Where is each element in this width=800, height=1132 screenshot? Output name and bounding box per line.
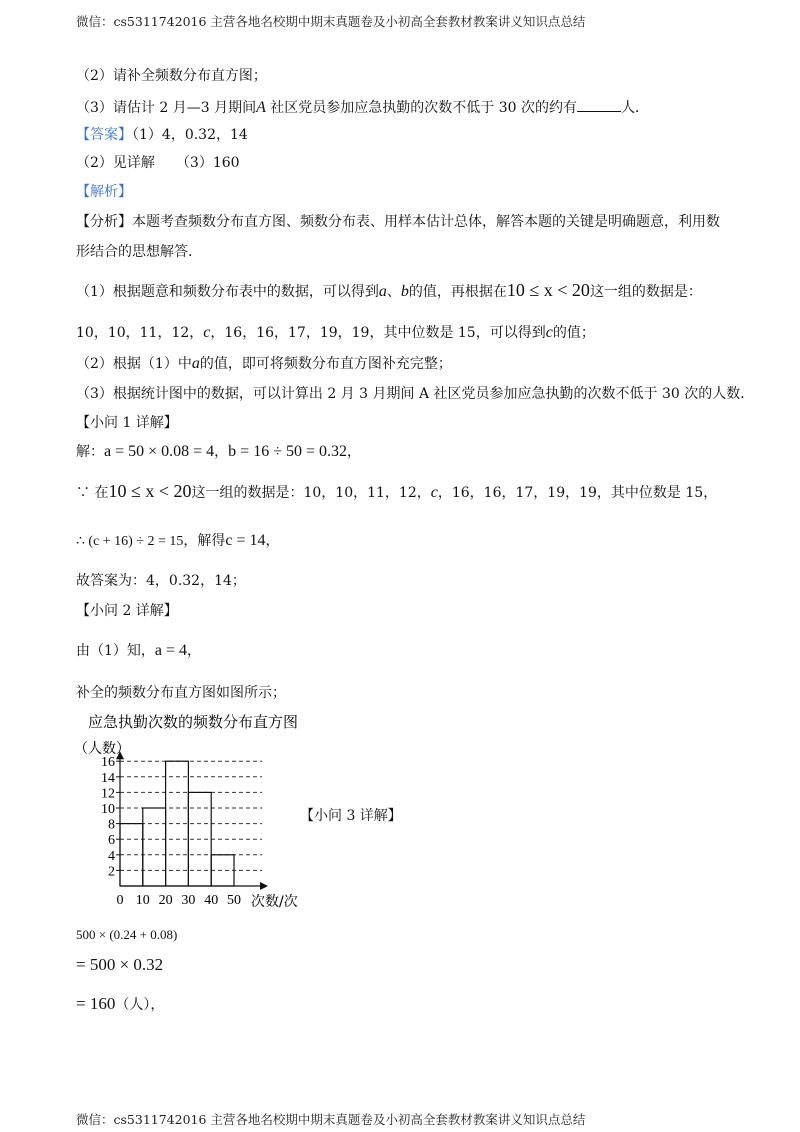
answer-line-1: 【答案】（1）4，0.32，14	[76, 127, 248, 143]
y-tick-label-16: 16	[101, 755, 115, 771]
sub2-line-2: 补全的频数分布直方图如图所示；	[76, 685, 286, 701]
answer-label: 【答案】	[76, 127, 132, 143]
sub1-title: 【小问 1 详解】	[76, 415, 178, 431]
page-header: 微信：cs5311742016 主营各地名校期中期末真题卷及小初高全套教材教案讲义知识点总结	[76, 14, 586, 29]
sub3-eq-1: 500 × (0.24 + 0.08)	[76, 927, 178, 942]
y-tick-label-6: 6	[108, 833, 115, 849]
y-tick-label-2: 2	[108, 864, 115, 880]
analysis-point-3: （3）根据统计图中的数据，可以计算出 2 月 3 月期间 A 社区党员参加应急执勤的次数不低于 30 次的人数．	[76, 386, 755, 402]
histogram-bar-10-20	[143, 808, 166, 886]
tick-labels	[101, 755, 241, 908]
analysis-point-1-line-2: 10，10，11，12，c，16，16，17，19，19，其中位数是 15，可以得到c的值；	[76, 324, 595, 341]
question-3: （3）请估计 2 月—3 月期间A 社区党员参加应急执勤的次数不低于 30 次的约有 人．	[76, 99, 650, 116]
x-axis-label: 次数/次	[251, 894, 298, 910]
analysis-fenxi-1: 【分析】本题考查频数分布直方图、频数分布表、用样本估计总体，解答本题的关键是明确题意，利用数	[76, 214, 720, 230]
x-tick-label-40: 40	[204, 893, 219, 908]
page-footer: 微信：cs5311742016 主营各地名校期中期末真题卷及小初高全套教材教案讲义知识点总结	[76, 1112, 586, 1127]
chart-title: 应急执勤次数的频数分布直方图	[88, 713, 299, 731]
sub1-line-3: ∴ (c + 16) ÷ 2 = 15，解得c = 14，	[76, 532, 280, 549]
x-tick-label-30: 30	[181, 893, 196, 908]
y-axis-label: （人数）	[74, 741, 130, 757]
question-2: （2）请补全频数分布直方图；	[76, 68, 267, 84]
y-tick-label-8: 8	[108, 817, 115, 833]
x-axis-arrow	[260, 882, 268, 890]
analysis-point-2: （2）根据（1）中a的值，即可将频数分布直方图补充完整；	[76, 355, 452, 372]
analysis-point-1: （1）根据题意和频数分布表中的数据，可以得到a、b的值，再根据在10 ≤ x < 20这一组的数据是：	[76, 280, 702, 300]
y-tick-label-10: 10	[101, 802, 115, 817]
y-tick-label-12: 12	[101, 786, 115, 802]
analysis-label: 【解析】	[76, 184, 132, 200]
analysis-fenxi-2: 形结合的思想解答．	[76, 244, 202, 260]
grid-lines	[120, 761, 262, 870]
axes	[116, 751, 268, 890]
sub3-title: 【小问 3 详解】	[300, 808, 402, 824]
x-tick-label-50: 50	[227, 893, 241, 908]
sub2-title: 【小问 2 详解】	[76, 603, 178, 619]
sub3-eq-3: = 160（人），	[76, 994, 165, 1013]
sub1-line-2: ∵ 在10 ≤ x < 20这一组的数据是：10，10，11，12，c，16，16，17，19，19，其中位数是 15，	[76, 481, 718, 501]
y-tick-label-14: 14	[101, 770, 115, 786]
x-tick-label-20: 20	[158, 893, 173, 908]
sub1-line-1: 解：a = 50 × 0.08 = 4，b = 16 ÷ 50 = 0.32，	[76, 443, 361, 460]
x-tick-label-0: 0	[116, 893, 124, 908]
sub1-line-4: 故答案为：4，0.32，14；	[76, 573, 246, 589]
x-tick-label-10: 10	[135, 893, 150, 908]
y-tick-label-4: 4	[108, 848, 115, 864]
sub3-eq-2: = 500 × 0.32	[76, 955, 164, 974]
sub2-line-1: 由（1）知，a = 4，	[76, 642, 202, 659]
answer-line-2: （2）见详解 （3）160	[76, 155, 240, 171]
